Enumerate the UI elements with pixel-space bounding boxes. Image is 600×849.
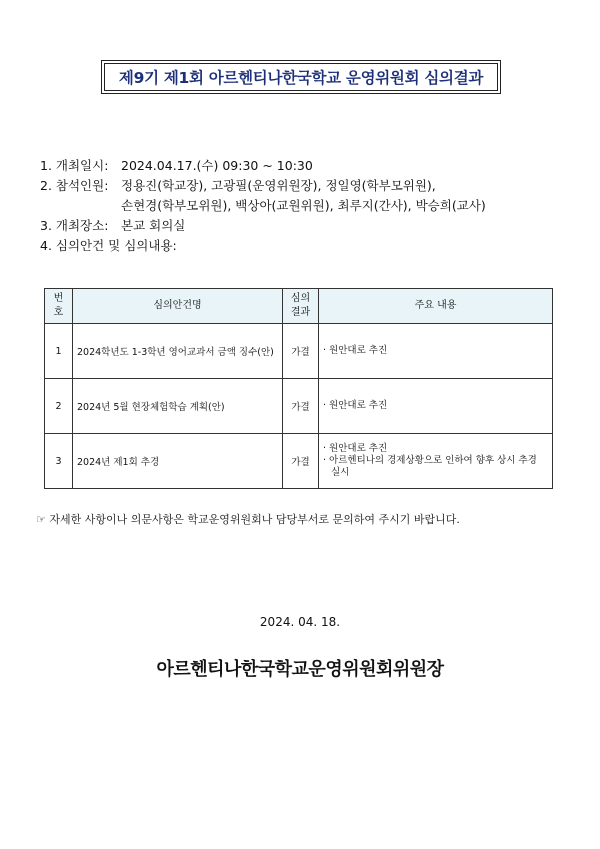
document-title: 제9기 제1회 아르헨티나한국학교 운영위원회 심의결과 <box>118 69 484 87</box>
row-agenda: 2024년 제1회 추경 <box>73 434 283 489</box>
row-agenda: 2024년 5월 현장체험학습 계획(안) <box>73 379 283 434</box>
content-bullet: · 아르헨티나의 경제상황으로 인하여 향후 상시 추경 실시 <box>323 455 537 478</box>
info-agenda <box>40 236 486 256</box>
row-number: 3 <box>45 434 73 489</box>
agenda-table <box>44 288 553 489</box>
header-result: 심의 결과 <box>283 289 319 324</box>
info-value: 본교 회의실 <box>121 218 186 233</box>
info-label: 4. 심의안건 및 심의내용: <box>40 238 177 253</box>
signer-title: 아르헨티나한국학교운영위원회위원장 <box>156 659 444 680</box>
title-box <box>101 60 501 94</box>
row-content <box>319 324 553 379</box>
header-agenda: 심의안건명 <box>73 289 283 324</box>
info-value: 2024.04.17.(수) 09:30 ~ 10:30 <box>121 158 313 173</box>
row-result: 가결 <box>283 324 319 379</box>
info-label: 1. 개최일시: <box>40 158 109 173</box>
content-bullet: · 원안대로 추진 <box>323 400 388 411</box>
row-number: 2 <box>45 379 73 434</box>
info-date <box>40 156 486 176</box>
table-row <box>45 324 553 379</box>
row-agenda: 2024학년도 1-3학년 영어교과서 금액 징수(안) <box>73 324 283 379</box>
row-content <box>319 379 553 434</box>
table-row <box>45 379 553 434</box>
row-result: 가결 <box>283 379 319 434</box>
content-bullet: · 원안대로 추진 <box>323 443 388 454</box>
info-attendees <box>40 176 486 196</box>
meeting-info <box>40 156 486 256</box>
row-content <box>319 434 553 489</box>
info-place <box>40 216 486 236</box>
table-row <box>45 434 553 489</box>
notice-text: ☞ 자세한 사항이나 의문사항은 학교운영위원회나 담당부서로 문의하여 주시기 바랍니다. <box>36 513 460 526</box>
header-content: 주요 내용 <box>319 289 553 324</box>
info-attendees-cont <box>40 196 486 216</box>
info-label: 2. 참석인원: <box>40 178 109 193</box>
content-bullet: · 원안대로 추진 <box>323 345 388 356</box>
document-date: 2024. 04. 18. <box>259 615 341 629</box>
row-result: 가결 <box>283 434 319 489</box>
info-value: 정용진(학교장), 고광필(운영위원장), 정일영(학부모위원), <box>121 178 436 193</box>
row-number: 1 <box>45 324 73 379</box>
header-no: 번 호 <box>45 289 73 324</box>
info-value: 손현경(학부모위원), 백상아(교원위원), 최루지(간사), 박승희(교사) <box>121 198 486 213</box>
info-label: 3. 개최장소: <box>40 218 109 233</box>
table-header-row <box>45 289 553 324</box>
title-box-inner <box>104 63 498 91</box>
